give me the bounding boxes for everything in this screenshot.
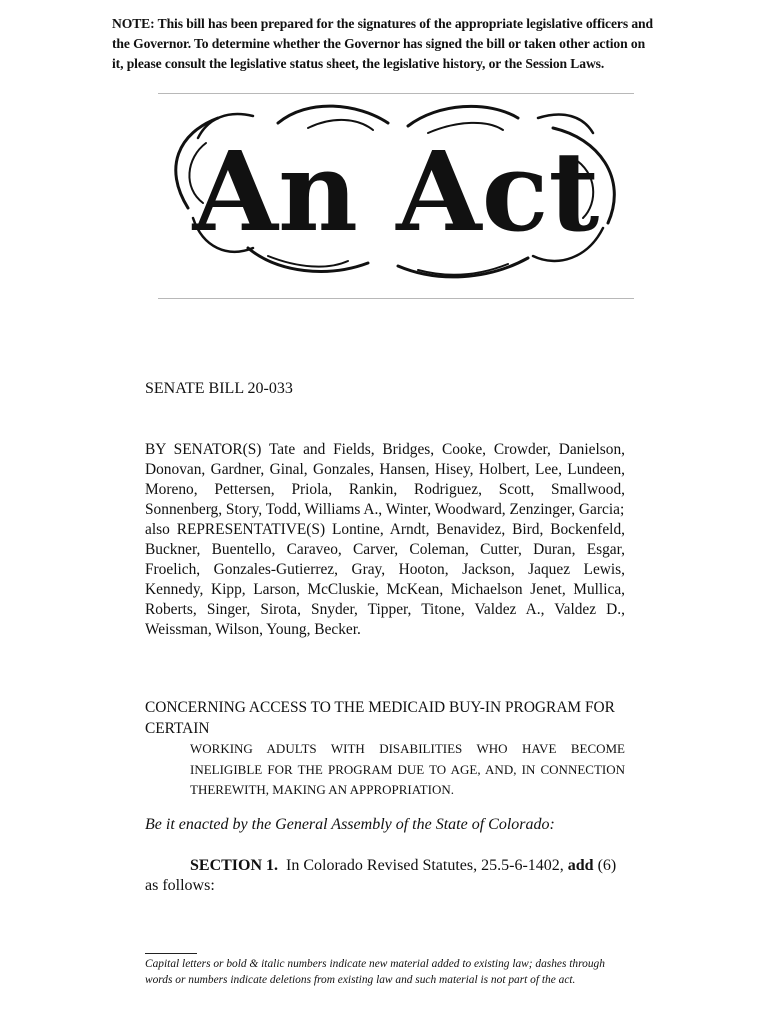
section-1 (145, 856, 627, 896)
section-1-text: In Colorado Revised Statutes, 25.5-6-1402, (286, 857, 564, 874)
legislative-note: NOTE: This bill has been prepared for the signatures of the appropriate legislative officers and the Governor. To determine whether the Governor has signed the bill or taken other action on it, please consult the legislative status sheet, the legislative history, or the Session Laws. (112, 16, 653, 71)
footnote: Capital letters or bold & italic numbers indicate new material added to existing law; dashes through words or numbers indicate deletions from existing law and such material is not part of the act. (145, 958, 605, 986)
an-act-logo (158, 98, 634, 294)
section-1-add: add (567, 857, 594, 874)
section-1-label: SECTION 1. (190, 857, 279, 874)
sponsors-block (145, 440, 625, 640)
bill-number: SENATE BILL 20-033 (145, 380, 293, 397)
section-1-text-after: (6) as follows: (145, 857, 617, 894)
house-sponsors: also REPRESENTATIVE(S) Lontine, Arndt, Benavidez, Bird, Bockenfeld, Buckner, Buentello, Caraveo, Carver, Coleman, Cutter, Duran, Esgar, Froelich, Gonzales-Gutierrez, Gray, Hooton, Jackson, Jaquez Lewis, Kennedy, Kipp, Larson, McCluskie, McKean, Michaelson Jenet, Mullica, Roberts, Singer, Sirota, Snyder, Tipper, Titone, Valdez A., Valdez D., Weissman, Wilson, Young, Becker. (145, 521, 625, 638)
senate-sponsors: BY SENATOR(S) Tate and Fields, Bridges, Cooke, Crowder, Danielson, Donovan, Gardner, Ginal, Gonzales, Hansen, Hisey, Holbert, Lee, Lundeen, Moreno, Pettersen, Priola, Rankin, Rodriguez, Scott, Smallwood, Sonnenberg, Story, Todd, Williams A., Winter, Woodward, Zenzinger, Garcia; (145, 441, 625, 518)
enacting-clause: Be it enacted by the General Assembly of the State of Colorado: (145, 816, 555, 833)
an-act-logo-text: An Act (192, 127, 600, 256)
bottom-divider (158, 298, 634, 299)
footnote-divider (145, 953, 197, 954)
bill-title-continuation: WORKING ADULTS WITH DISABILITIES WHO HAVE BECOME INELIGIBLE FOR THE PROGRAM DUE TO AGE, AND, IN CONNECTION THEREWITH, MAKING AN APPROPRIATION. (190, 741, 625, 797)
bill-title-first-line: CONCERNING ACCESS TO THE MEDICAID BUY-IN PROGRAM FOR CERTAIN (145, 699, 615, 737)
top-divider (158, 93, 634, 94)
bill-title (145, 698, 625, 801)
